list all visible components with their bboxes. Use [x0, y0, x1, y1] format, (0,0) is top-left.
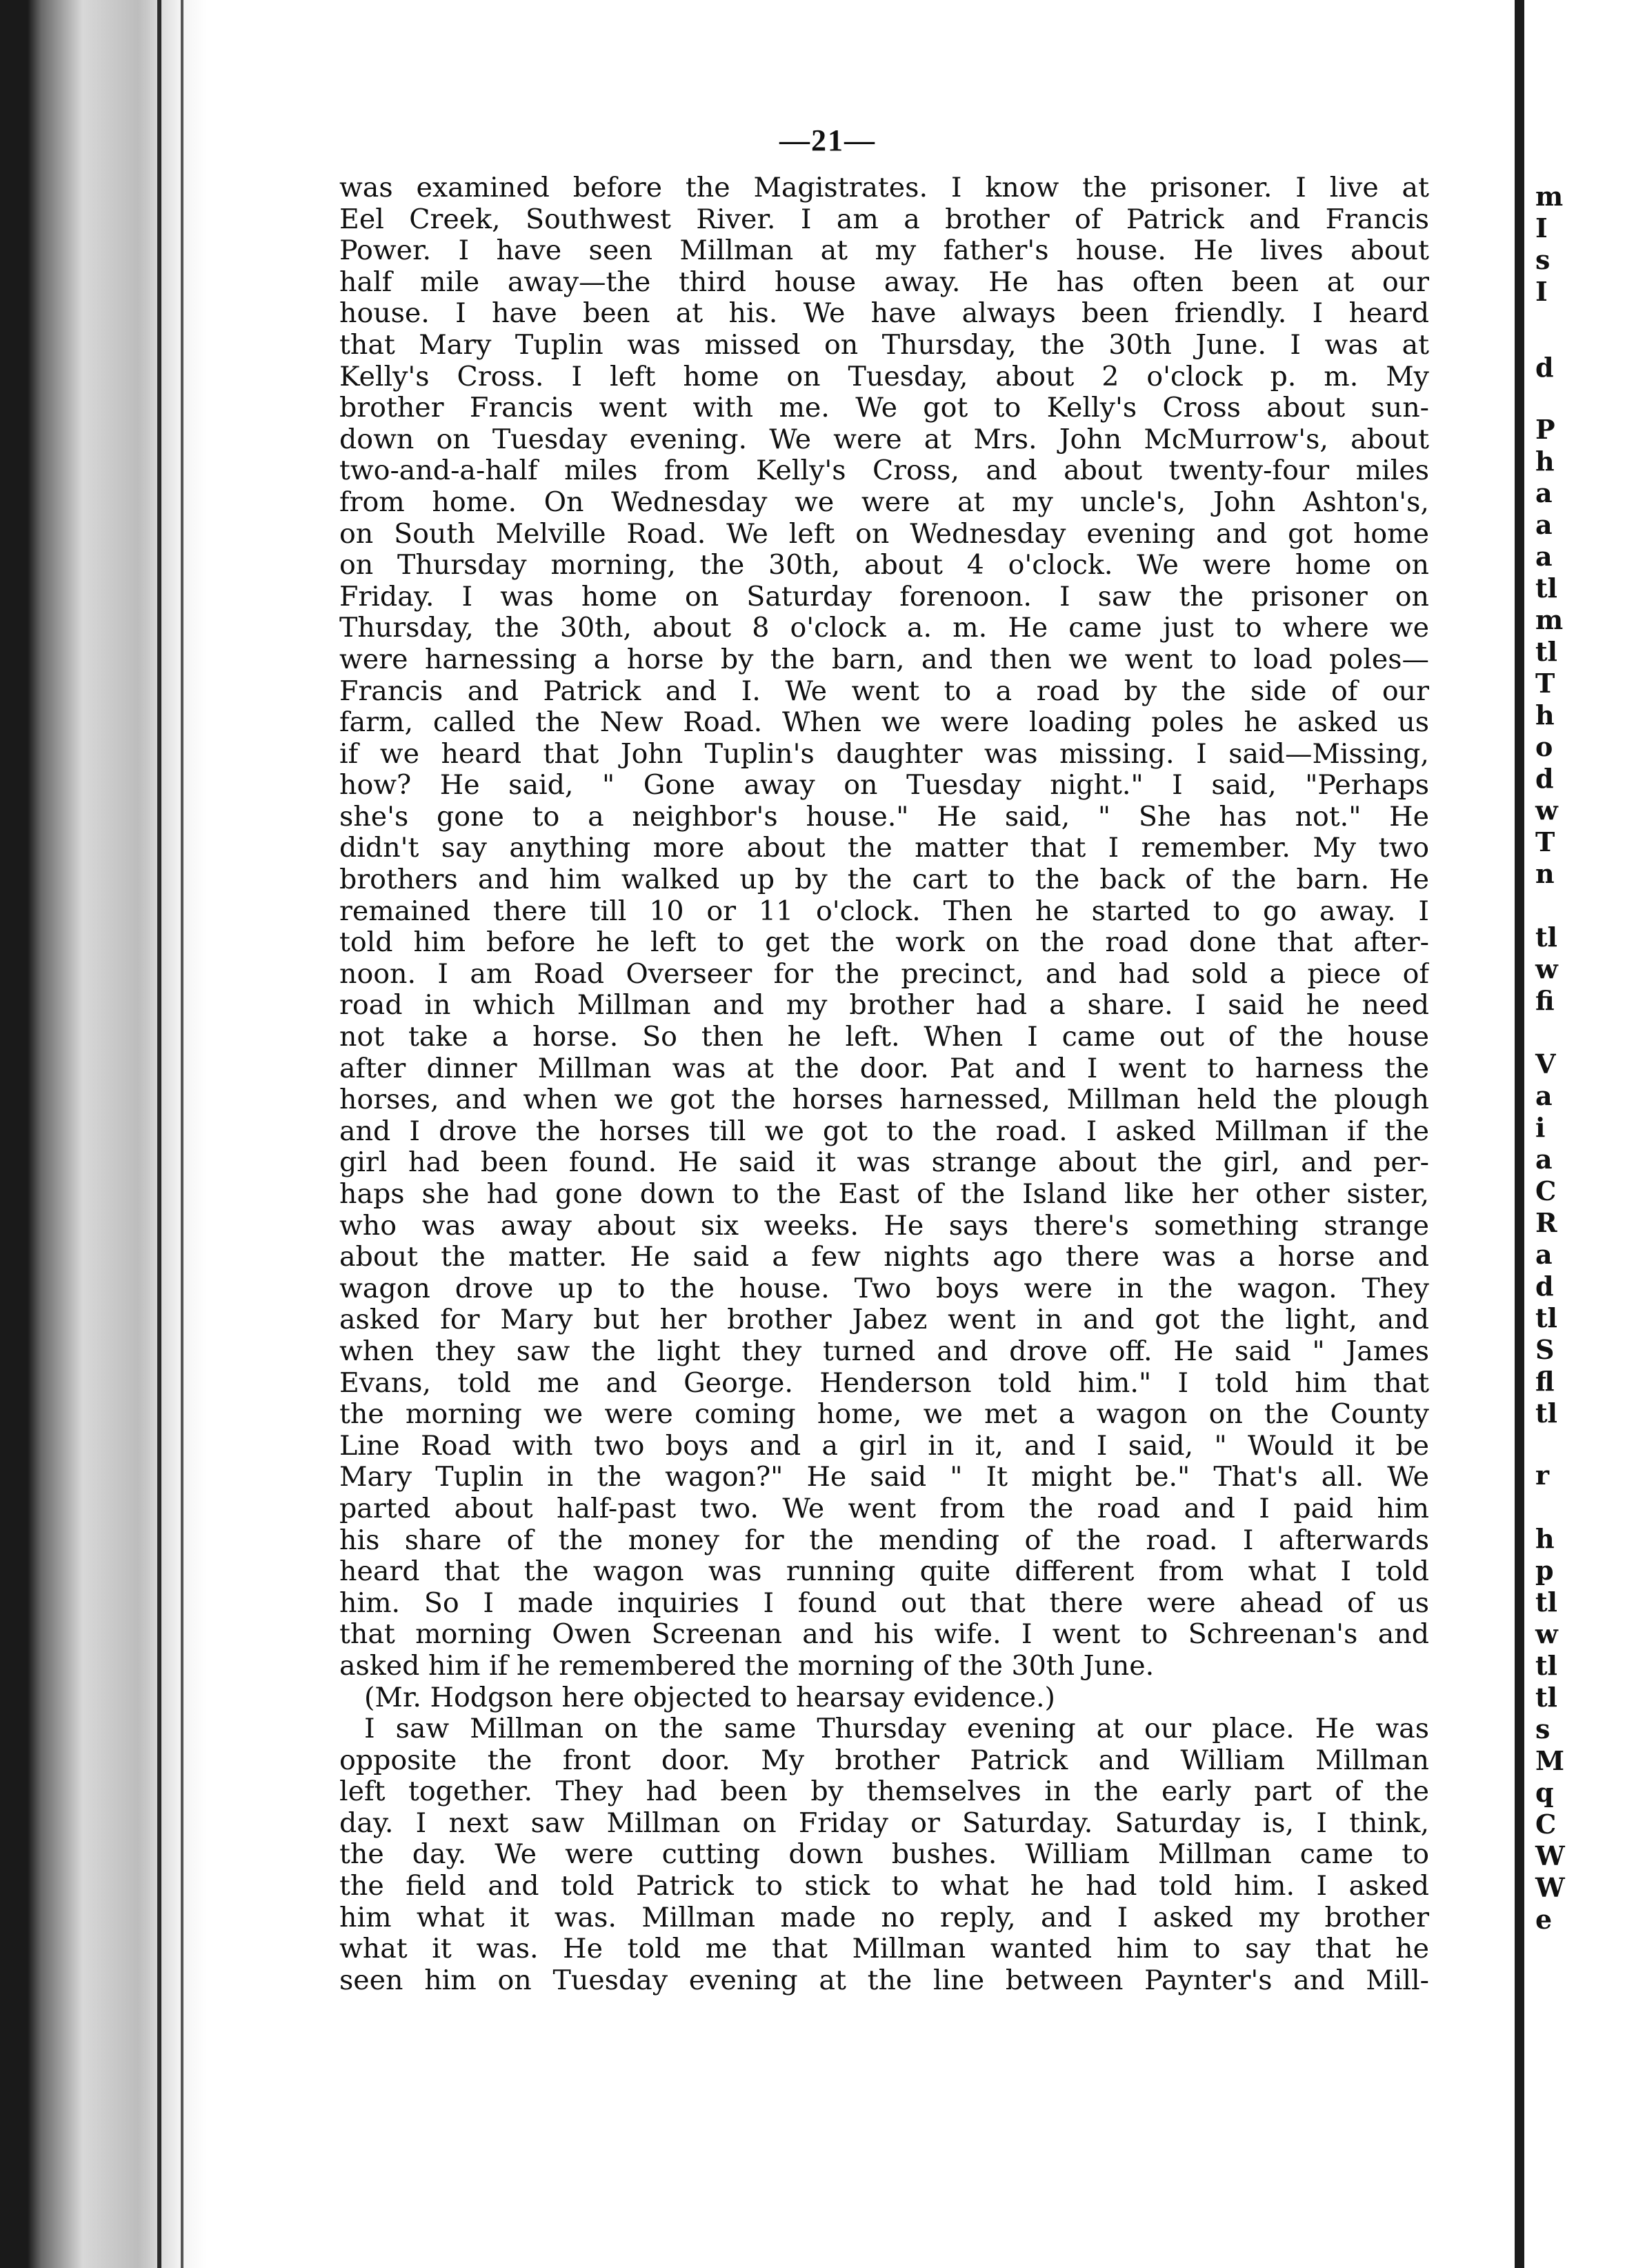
text-line: girl had been found. He said it was strange about the girl, and per-: [339, 1147, 1429, 1179]
text-line: noon. I am Road Overseer for the precinct, and had sold a piece of: [339, 958, 1429, 990]
text-line: haps she had gone down to the East of the Island like her other sister,: [339, 1179, 1429, 1210]
text-line-parenthetical: (Mr. Hodgson here objected to hearsay evidence.): [364, 1682, 1055, 1713]
next-page-letter: tl: [1535, 922, 1557, 953]
next-page-letter: C: [1535, 1175, 1557, 1206]
next-page-letter: tl: [1535, 1397, 1557, 1429]
text-line: was examined before the Magistrates. I know the prisoner. I live at: [339, 172, 1429, 203]
next-page-letter: o: [1535, 731, 1553, 762]
next-page-letter: M: [1535, 1745, 1565, 1776]
next-page-letter: tl: [1535, 1682, 1557, 1713]
text-line: about the matter. He said a few nights ago there was a horse and: [339, 1242, 1429, 1273]
binding-line: [181, 0, 183, 2268]
text-line: Francis and Patrick and I. We went to a road by the side of our: [339, 675, 1429, 707]
next-page-letter: d: [1535, 352, 1554, 383]
text-line-paragraph-start: I saw Millman on the same Thursday evening at our place. He was: [364, 1713, 1429, 1745]
text-line: and I drove the horses till we got to the road. I asked Millman if the: [339, 1115, 1429, 1147]
next-page-letter: tl: [1535, 1586, 1557, 1618]
next-page-letter: I: [1535, 276, 1548, 307]
text-line: who was away about six weeks. He says there's something strange: [339, 1210, 1429, 1242]
book-gutter: [0, 0, 207, 2268]
text-line: wagon drove up to the house. Two boys were in the wagon. They: [339, 1273, 1429, 1304]
adjacent-page-fragment: [1524, 0, 1625, 2268]
next-page-letter: m: [1535, 181, 1564, 212]
page-number: —21—: [779, 123, 876, 157]
text-line: down on Tuesday evening. We were at Mrs. John McMurrow's, about: [339, 424, 1429, 455]
text-line: seen him on Tuesday evening at the line between Paynter's and Mill-: [339, 1964, 1429, 1996]
next-page-letter: q: [1535, 1777, 1554, 1808]
next-page-letter: s: [1535, 244, 1551, 275]
next-page-letter: w: [1535, 953, 1558, 984]
next-page-letter: tl: [1535, 573, 1557, 604]
next-page-letter: e: [1535, 1904, 1553, 1935]
text-line: told him before he left to get the work on the road done that after-: [339, 927, 1429, 959]
next-page-letter: i: [1535, 1112, 1546, 1143]
text-line: on Thursday morning, the 30th, about 4 o'clock. We were home on: [339, 550, 1429, 581]
text-line: his share of the money for the mending of the road. I afterwards: [339, 1524, 1429, 1556]
next-page-letter: w: [1535, 1618, 1558, 1649]
text-line: asked for Mary but her brother Jabez went in and got the light, and: [339, 1304, 1429, 1336]
next-page-letter: W: [1535, 1840, 1565, 1871]
binding-line: [157, 0, 161, 2268]
text-line: two-and-a-half miles from Kelly's Cross, and about twenty-four miles: [339, 455, 1429, 487]
next-page-letter: I: [1535, 212, 1548, 243]
text-line: if we heard that John Tuplin's daughter was missing. I said—Missing,: [339, 738, 1429, 770]
next-page-letter: tl: [1535, 1302, 1557, 1333]
text-line: the field and told Patrick to stick to what he had told him. I asked: [339, 1871, 1429, 1902]
page-edge-divider: [1515, 0, 1524, 2268]
next-page-letter: fi: [1535, 985, 1555, 1016]
next-page-letter: V: [1535, 1048, 1556, 1080]
next-page-letter: s: [1535, 1713, 1551, 1744]
next-page-letter: h: [1535, 699, 1555, 730]
next-page-letter: T: [1535, 826, 1555, 857]
next-page-letter: n: [1535, 858, 1555, 889]
text-line: were harnessing a horse by the barn, and then we went to load poles—: [339, 644, 1429, 675]
text-line: farm, called the New Road. When we were loading poles he asked us: [339, 707, 1429, 739]
text-line: Power. I have seen Millman at my father's house. He lives about: [339, 235, 1429, 267]
text-line: horses, and when we got the horses harnessed, Millman held the plough: [339, 1084, 1429, 1116]
text-line: Evans, told me and George. Henderson told him." I told him that: [339, 1367, 1429, 1399]
next-page-letter: d: [1535, 763, 1554, 794]
next-page-letter: h: [1535, 446, 1555, 477]
next-page-letter: a: [1535, 1144, 1553, 1175]
text-line: how? He said, " Gone away on Tuesday night." I said, "Perhaps: [339, 770, 1429, 802]
text-line: him what it was. Millman made no reply, and I asked my brother: [339, 1902, 1429, 1933]
next-page-letter: d: [1535, 1271, 1554, 1302]
next-page-letter: P: [1535, 414, 1555, 445]
text-line: brothers and him walked up by the cart to the back of the barn. He: [339, 864, 1429, 896]
next-page-letter: fl: [1535, 1366, 1555, 1397]
text-line: didn't say anything more about the matter that I remember. My two: [339, 833, 1429, 864]
text-line: him. So I made inquiries I found out that there were ahead of us: [339, 1587, 1429, 1619]
text-line: Mary Tuplin in the wagon?" He said " It might be." That's all. We: [339, 1462, 1429, 1493]
text-line: she's gone to a neighbor's house." He said, " She has not." He: [339, 801, 1429, 833]
testimony-text: [339, 172, 1429, 1996]
text-line: after dinner Millman was at the door. Pat and I went to harness the: [339, 1053, 1429, 1084]
text-line: parted about half-past two. We went from the road and I paid him: [339, 1493, 1429, 1524]
text-line: road in which Millman and my brother had a share. I said he need: [339, 990, 1429, 1022]
next-page-letter: m: [1535, 604, 1564, 635]
text-line: from home. On Wednesday we were at my uncle's, John Ashton's,: [339, 486, 1429, 518]
next-page-letter: w: [1535, 795, 1558, 826]
next-page-letter: a: [1535, 541, 1553, 572]
text-line: when they saw the light they turned and drove off. He said " James: [339, 1335, 1429, 1367]
text-line: left together. They had been by themselves in the early part of the: [339, 1776, 1429, 1808]
next-page-letter: h: [1535, 1523, 1555, 1554]
text-line: the morning we were coming home, we met a wagon on the County: [339, 1399, 1429, 1431]
text-line: Line Road with two boys and a girl in it, and I said, " Would it be: [339, 1430, 1429, 1462]
text-line: what it was. He told me that Millman wanted him to say that he: [339, 1933, 1429, 1965]
next-page-letter: a: [1535, 1239, 1553, 1270]
next-page-letter: S: [1535, 1334, 1555, 1365]
text-line: day. I next saw Millman on Friday or Saturday. Saturday is, I think,: [339, 1807, 1429, 1839]
text-line: on South Melville Road. We left on Wednesday evening and got home: [339, 518, 1429, 550]
next-page-letter: a: [1535, 1080, 1553, 1111]
text-line: that morning Owen Screenan and his wife. I went to Schreenan's and: [339, 1619, 1429, 1651]
text-line: heard that the wagon was running quite different from what I told: [339, 1556, 1429, 1588]
text-line: brother Francis went with me. We got to Kelly's Cross about sun-: [339, 392, 1429, 424]
next-page-letter: tl: [1535, 636, 1557, 667]
text-line: not take a horse. So then he left. When I came out of the house: [339, 1022, 1429, 1053]
next-page-letter: T: [1535, 668, 1555, 699]
text-line: remained there till 10 or 11 o'clock. Then he started to go away. I: [339, 895, 1429, 927]
next-page-letter: tl: [1535, 1650, 1557, 1681]
text-line: the day. We were cutting down bushes. William Millman came to: [339, 1839, 1429, 1871]
next-page-letter: R: [1535, 1207, 1557, 1238]
next-page-letter: C: [1535, 1809, 1557, 1840]
next-page-letter: r: [1535, 1460, 1550, 1491]
text-line: asked him if he remembered the morning of the 30th June.: [339, 1650, 1155, 1682]
text-line: that Mary Tuplin was missed on Thursday, the 30th June. I was at: [339, 329, 1429, 361]
text-line: house. I have been at his. We have always been friendly. I heard: [339, 298, 1429, 330]
text-line: Kelly's Cross. I left home on Tuesday, about 2 o'clock p. m. My: [339, 361, 1429, 392]
text-line: opposite the front door. My brother Patrick and William Millman: [339, 1744, 1429, 1776]
next-page-letter: a: [1535, 509, 1553, 540]
next-page-letter: W: [1535, 1872, 1565, 1903]
next-page-letter: p: [1535, 1555, 1554, 1586]
text-line: Friday. I was home on Saturday forenoon. I saw the prisoner on: [339, 581, 1429, 613]
text-line: Eel Creek, Southwest River. I am a brother of Patrick and Francis: [339, 203, 1429, 235]
next-page-letter: a: [1535, 477, 1553, 508]
text-line: Thursday, the 30th, about 8 o'clock a. m. He came just to where we: [339, 613, 1429, 644]
text-line: half mile away—the third house away. He has often been at our: [339, 266, 1429, 298]
